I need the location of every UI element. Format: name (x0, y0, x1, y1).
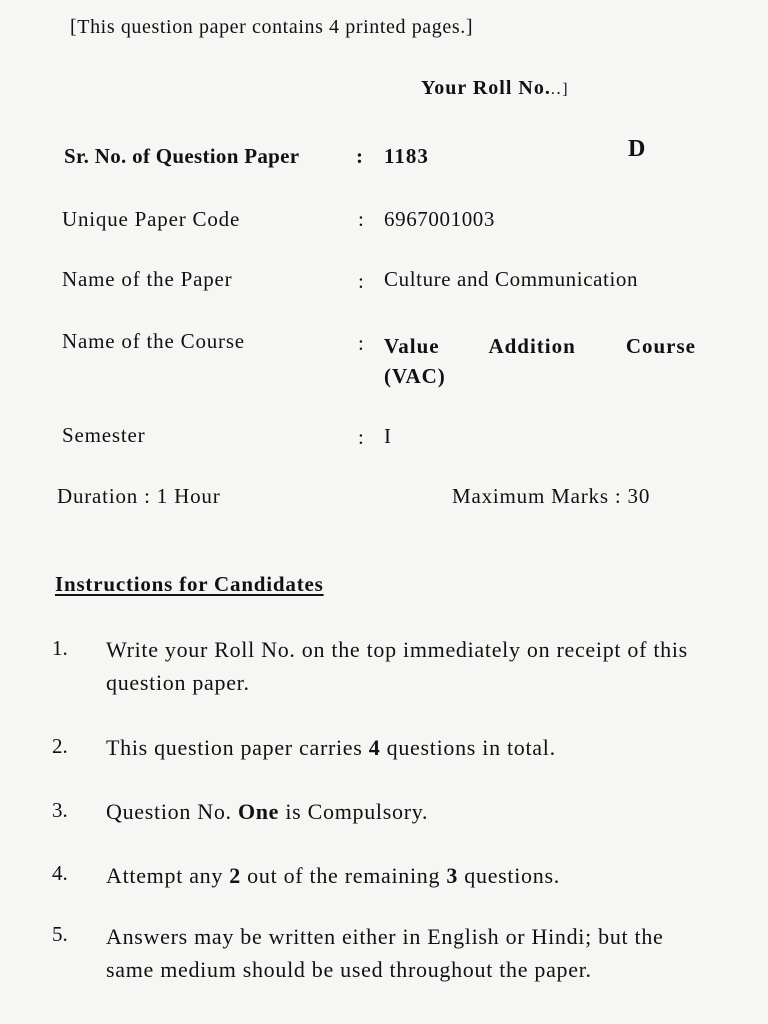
instruction-emphasis: 3 (446, 863, 459, 888)
semester-label: Semester (62, 423, 146, 447)
serial-number-value: 1183 (384, 144, 429, 168)
maximum-marks: Maximum Marks : 30 (452, 484, 651, 508)
unique-paper-code-colon: : (358, 207, 364, 231)
paper-name-label: Name of the Paper (62, 267, 233, 291)
instruction-emphasis: 4 (368, 735, 381, 760)
instruction-emphasis: 2 (229, 863, 241, 888)
serial-number-colon: : (356, 144, 363, 168)
instruction-text: questions. (458, 863, 560, 888)
instruction-item: Write your Roll No. on the top immediately on receipt of this question paper. (106, 637, 688, 695)
course-name-value-continued: (VAC) (384, 364, 446, 388)
roll-number-mark: .․] (550, 81, 569, 98)
instruction-number: 4. (52, 861, 68, 885)
instruction-text: out of the remaining (240, 863, 447, 888)
paper-name-value: Culture and Communication (384, 267, 639, 291)
unique-paper-code-label: Unique Paper Code (62, 207, 241, 231)
instruction-text: questions in total. (380, 735, 556, 760)
roll-number-label (421, 77, 569, 100)
instruction-item (106, 859, 702, 892)
instruction-number: 5. (52, 922, 68, 946)
instruction-item: Answers may be written either in English or Hindi; but the same medium should be used throughout the paper. (106, 924, 664, 982)
instruction-emphasis: One (237, 799, 280, 824)
unique-paper-code-value: 6967001003 (384, 207, 495, 231)
instruction-text: This question paper carries (106, 735, 369, 760)
course-name-label: Name of the Course (62, 329, 245, 353)
duration: Duration : 1 Hour (57, 484, 221, 508)
semester-colon: : (358, 425, 364, 449)
paper-name-colon: : (358, 269, 364, 293)
instruction-text: Question No. (106, 799, 238, 824)
serial-number-label: Sr. No. of Question Paper (64, 144, 300, 168)
course-name-value: Value Addition Course (384, 334, 696, 358)
printed-pages-note: [This question paper contains 4 printed pages.] (70, 16, 474, 38)
instruction-number: 3. (52, 798, 68, 822)
instruction-item (106, 795, 702, 828)
instruction-number: 2. (52, 734, 68, 758)
roll-number-text: Your Roll No. (421, 77, 551, 99)
instruction-item (106, 731, 702, 764)
instruction-text: Attempt any (106, 863, 230, 888)
course-name-colon: : (358, 331, 364, 355)
instruction-number: 1. (52, 636, 68, 660)
semester-value: I (384, 424, 392, 448)
instruction-text: is Compulsory. (279, 799, 429, 824)
paper-set-letter: D (628, 136, 646, 162)
instructions-heading: Instructions for Candidates (55, 572, 324, 596)
